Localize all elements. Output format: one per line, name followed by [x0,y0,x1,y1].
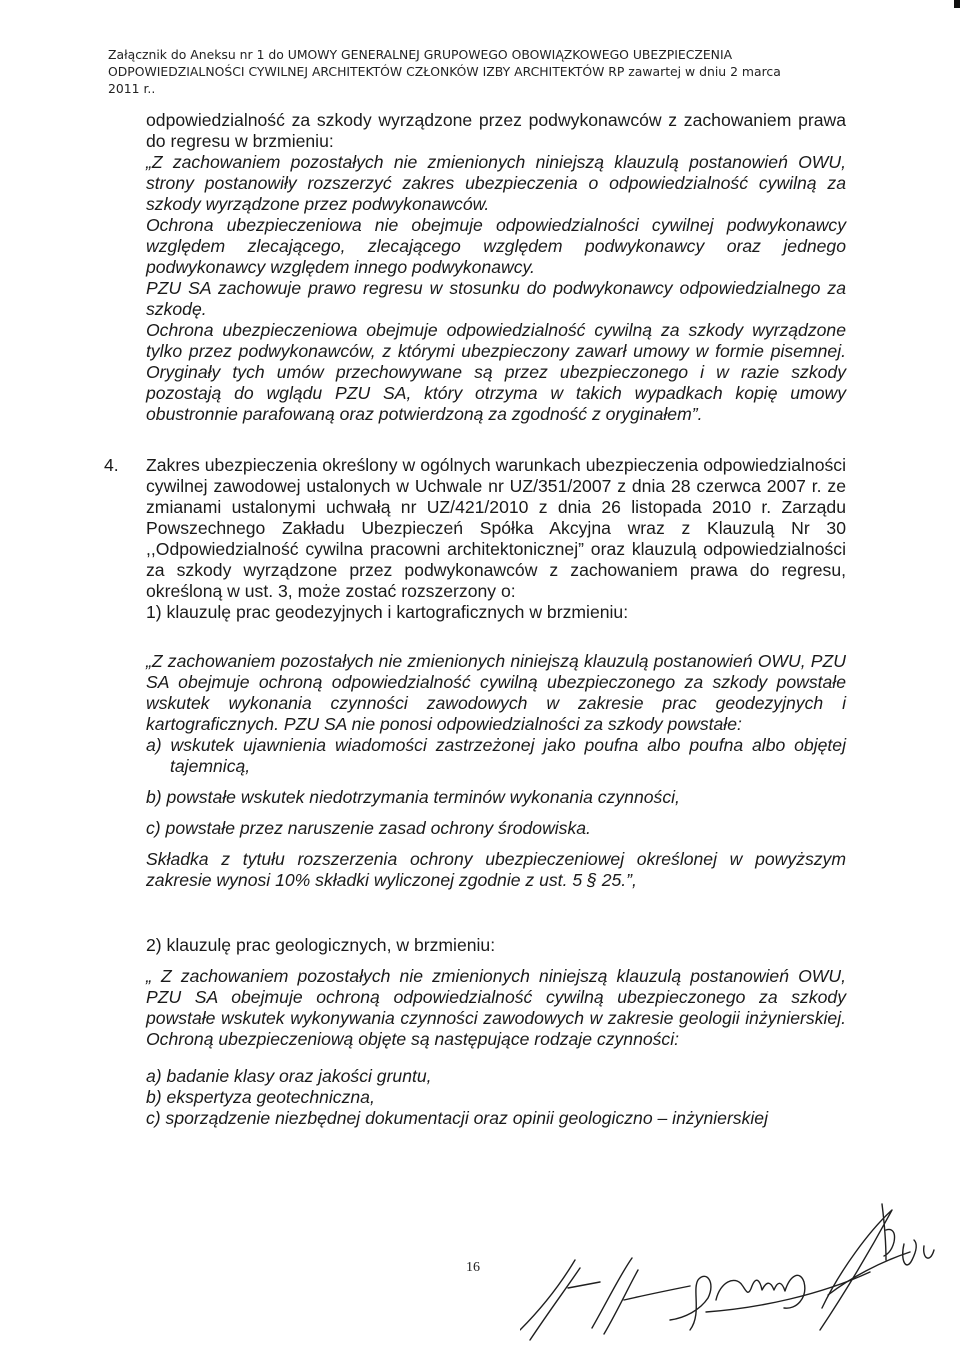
header-line-2: ODPOWIEDZIALNOŚCI CYWILNEJ ARCHITEKTÓW CZŁONKÓW IZBY ARCHITEKTÓW RP zawartej w dniu 2 marca [108,64,781,79]
page-number: 16 [466,1260,480,1275]
section-4-item-2: 2) klauzulę prac geologicznych, w brzmieniu: [146,935,496,955]
section-4 [104,455,846,1129]
section-4-text: Zakres ubezpieczenia określony w ogólnych warunkach ubezpieczenia odpowiedzialności cywilnej zawodowej ustalonych w Uchwale nr UZ/351/2007 z dnia 28 czerwca 2007 r. ze zmianami ustalonymi uchwałą nr UZ/421/2010 z dnia 26 listopada 2010 r. Zarządu Powszechnego Zakładu Ubezpieczeń Spółka Akcyjna wraz z Klauzulą Nr 30 ,,Odpowiedzialność cywilna pracowni architektonicznej” oraz klauzulą odpowiedzialności za szkody wyrządzone przez podwykonawców z zachowaniem prawa do regresu, określoną w ust. 3, może zostać rozszerzony o: [146,455,846,601]
item-2-sub-c: c) sporządzenie niezbędnej dokumentacji oraz opinii geologiczno – inżynierskiej [146,1108,769,1128]
section-4-item-1: 1) klauzulę prac geodezyjnych i kartograficznych w brzmieniu: [146,602,629,622]
section-number: 4. [104,455,119,475]
document-header [108,46,878,97]
quote-clause-intro: „Z zachowaniem pozostałych nie zmienionych niniejszą klauzulą postanowień OWU, strony postanowiły rozszerzyć zakres ubezpieczenia o odpowiedzialność cywilną za szkody wyrządzone przez podwykonawców. [146,152,846,214]
item-1-fee: Składka z tytułu rozszerzenia ochrony ubezpieczeniowej określonej w powyższym zakresie wynosi 10% składki wyliczonej zgodnie z ust. 5 § 25.”, [146,849,846,890]
quote-clause-scope: Ochrona ubezpieczeniowa obejmuje odpowiedzialność cywilną za szkody wyrządzone tylko przez podwykonawców, z którymi ubezpieczony zawarł umowy w formie pisemnej. Oryginały tych umów przechowywane są przez ubezpieczonego i w razie szkody pozostają do wglądu PZU SA, który otrzyma w takich wypadkach kopię umowy obustronnie parafowaną oraz potwierdzoną za zgodność z oryginałem”. [146,320,846,424]
header-line-1: Załącznik do Aneksu nr 1 do UMOWY GENERALNEJ GRUPOWEGO OBOWIĄZKOWEGO UBEZPIECZENIA [108,47,733,62]
item-1-quote: „Z zachowaniem pozostałych nie zmienionych niniejszą klauzulą postanowień OWU, PZU SA obejmuje ochroną odpowiedzialność cywilną ubezpieczonego za szkody powstałe wskutek wykonania czynności zawodowych w zakresie prac geodezyjnych i kartograficznych. PZU SA nie ponosi odpowiedzialności za szkody powstałe: [146,651,846,734]
scan-corner-mark [954,0,960,8]
handwritten-signatures [520,1190,940,1350]
quote-clause-exclusion: Ochrona ubezpieczeniowa nie obejmuje odpowiedzialności cywilnej podwykonawcy względem zlecającego, zlecającego względem podwykonawcy oraz jednego podwykonawcy względem innego podwykonawcy. [146,215,846,277]
item-1-sub-c: c) powstałe przez naruszenie zasad ochrony środowiska. [146,818,591,838]
quote-clause-regress: PZU SA zachowuje prawo regresu w stosunku do podwykonawcy odpowiedzialnego za szkodę. [146,278,846,319]
document-body [104,110,846,1129]
item-2-sub-a: a) badanie klasy oraz jakości gruntu, [146,1066,432,1086]
paragraph-intro: odpowiedzialność za szkody wyrządzone przez podwykonawców z zachowaniem prawa do regresu w brzmieniu: [146,110,846,151]
header-line-3: 2011 r.. [108,81,156,96]
item-1-sub-a: a) wskutek ujawnienia wiadomości zastrzeżonej jako poufna albo poufna albo objętej tajemnicą, [146,735,846,776]
item-2-quote: „ Z zachowaniem pozostałych nie zmienionych niniejszą klauzulą postanowień OWU, PZU SA obejmuje ochroną odpowiedzialność cywilną ubezpieczonego za szkody powstałe wskutek wykonywania czynności zawodowych w zakresie geologii inżynierskiej. Ochroną ubezpieczeniową objęte są następujące rodzaje czynności: [146,966,846,1049]
item-1-sub-b: b) powstałe wskutek niedotrzymania terminów wykonania czynności, [146,787,680,807]
item-2-sub-b: b) ekspertyza geotechniczna, [146,1087,375,1107]
